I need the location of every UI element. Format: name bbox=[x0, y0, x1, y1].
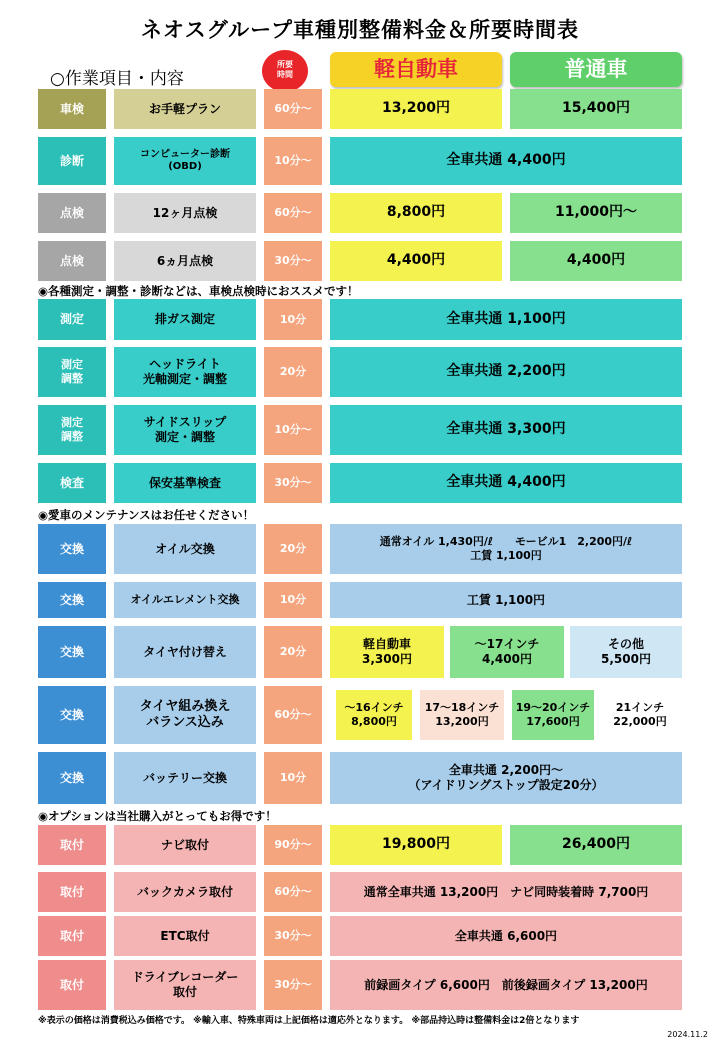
price-all: 通常オイル 1,430円/ℓ モービル1 2,200円/ℓ 工賃 1,100円 bbox=[330, 524, 682, 574]
price-all: 工賃 1,100円 bbox=[330, 582, 682, 618]
price-futsu: 15,400円 bbox=[510, 89, 682, 129]
row-item: ナビ取付 bbox=[114, 825, 256, 865]
row-item: タイヤ組み換え バランス込み bbox=[114, 686, 256, 744]
row-item: 保安基準検査 bbox=[114, 463, 256, 503]
row-time: 10分～ bbox=[264, 137, 322, 185]
price-all: 全車共通 2,200円 bbox=[330, 347, 682, 397]
price-all: 全車共通 4,400円 bbox=[330, 137, 682, 185]
row-category: 検査 bbox=[38, 463, 106, 503]
price-all: 全車共通 4,400円 bbox=[330, 463, 682, 503]
row-item: タイヤ付け替え bbox=[114, 626, 256, 678]
price-kei-tire: 軽自動車 3,300円 bbox=[330, 626, 444, 678]
row-item: ETC取付 bbox=[114, 916, 256, 956]
row-category: 診断 bbox=[38, 137, 106, 185]
row-time: 90分～ bbox=[264, 825, 322, 865]
row-item: 排ガス測定 bbox=[114, 299, 256, 340]
row-time: 20分 bbox=[264, 626, 322, 678]
page-title: ネオスグループ車種別整備料金＆所要時間表 bbox=[140, 18, 580, 42]
footer-note: ※表示の価格は消費税込み価格です。 ※輸入車、特殊車両は上記価格は適応外となります。 ※部品持込時は整備料金は2倍となります bbox=[38, 1016, 580, 1026]
row-item: ヘッドライト 光軸測定・調整 bbox=[114, 347, 256, 397]
row-time: 60分～ bbox=[264, 89, 322, 129]
row-category: 交換 bbox=[38, 626, 106, 678]
price-all: 全車共通 2,200円～ （アイドリングストップ設定20分） bbox=[330, 752, 682, 804]
row-item: ドライブレコーダー 取付 bbox=[114, 960, 256, 1010]
row-item: バックカメラ取付 bbox=[114, 872, 256, 912]
price-all: 全車共通 6,600円 bbox=[330, 916, 682, 956]
row-category: 測定 調整 bbox=[38, 347, 106, 397]
row-item: 6ヵ月点検 bbox=[114, 241, 256, 281]
price-kei: 8,800円 bbox=[330, 193, 502, 233]
price-all: 全車共通 1,100円 bbox=[330, 299, 682, 340]
row-item: バッテリー交換 bbox=[114, 752, 256, 804]
price-all: 通常全車共通 13,200円 ナビ同時装着時 7,700円 bbox=[330, 872, 682, 912]
row-item: オイルエレメント交換 bbox=[114, 582, 256, 618]
row-time: 30分～ bbox=[264, 241, 322, 281]
row-item: オイル交換 bbox=[114, 524, 256, 574]
row-time: 30分～ bbox=[264, 916, 322, 956]
column-header-futsu: 普通車 bbox=[510, 52, 682, 87]
row-item: お手軽プラン bbox=[114, 89, 256, 129]
row-time: 10分～ bbox=[264, 405, 322, 455]
row-category: 取付 bbox=[38, 916, 106, 956]
price-futsu: 11,000円～ bbox=[510, 193, 682, 233]
section-note: ◉愛車のメンテナンスはお任せください！ bbox=[38, 508, 255, 522]
row-time: 30分～ bbox=[264, 463, 322, 503]
price-kei: 4,400円 bbox=[330, 241, 502, 281]
row-item: 12ヶ月点検 bbox=[114, 193, 256, 233]
price-19-20inch: 19～20インチ 17,600円 bbox=[512, 690, 594, 740]
row-item: サイドスリップ 測定・調整 bbox=[114, 405, 256, 455]
price-all: 全車共通 3,300円 bbox=[330, 405, 682, 455]
row-category: 車検 bbox=[38, 89, 106, 129]
price-17inch: ～17インチ 4,400円 bbox=[450, 626, 564, 678]
row-category: 取付 bbox=[38, 825, 106, 865]
row-category: 交換 bbox=[38, 686, 106, 744]
row-time: 10分 bbox=[264, 752, 322, 804]
price-kei: 13,200円 bbox=[330, 89, 502, 129]
price-futsu: 26,400円 bbox=[510, 825, 682, 865]
price-other: その他 5,500円 bbox=[570, 626, 682, 678]
row-category: 交換 bbox=[38, 582, 106, 618]
row-category: 測定 調整 bbox=[38, 405, 106, 455]
column-header-kei: 軽自動車 bbox=[330, 52, 502, 87]
row-time: 10分 bbox=[264, 582, 322, 618]
row-category: 取付 bbox=[38, 872, 106, 912]
row-category: 点検 bbox=[38, 241, 106, 281]
row-category: 取付 bbox=[38, 960, 106, 1010]
price-16inch: ～16インチ 8,800円 bbox=[336, 690, 412, 740]
row-time: 20分 bbox=[264, 347, 322, 397]
price-all: 前録画タイプ 6,600円 前後録画タイプ 13,200円 bbox=[330, 960, 682, 1010]
time-badge-label: 所要 時間 bbox=[262, 50, 308, 92]
section-note: ◉各種測定・調整・診断などは、車検点検時におススメです！ bbox=[38, 284, 359, 298]
row-category: 測定 bbox=[38, 299, 106, 340]
row-time: 10分 bbox=[264, 299, 322, 340]
row-time: 60分～ bbox=[264, 686, 322, 744]
row-category: 交換 bbox=[38, 752, 106, 804]
row-item: コンピューター診断 (OBD) bbox=[114, 137, 256, 185]
price-futsu: 4,400円 bbox=[510, 241, 682, 281]
row-category: 点検 bbox=[38, 193, 106, 233]
price-21inch: 21インチ 22,000円 bbox=[602, 690, 678, 740]
price-17-18inch: 17～18インチ 13,200円 bbox=[420, 690, 504, 740]
row-category: 交換 bbox=[38, 524, 106, 574]
row-time: 20分 bbox=[264, 524, 322, 574]
row-time: 60分～ bbox=[264, 872, 322, 912]
issue-date: 2024.11.2 bbox=[667, 1030, 708, 1039]
row-time: 30分～ bbox=[264, 960, 322, 1010]
price-kei: 19,800円 bbox=[330, 825, 502, 865]
section-subtitle: ○作業項目・内容 bbox=[50, 69, 184, 89]
section-note: ◉オプションは当社購入がとってもお得です！ bbox=[38, 809, 277, 823]
row-time: 60分～ bbox=[264, 193, 322, 233]
